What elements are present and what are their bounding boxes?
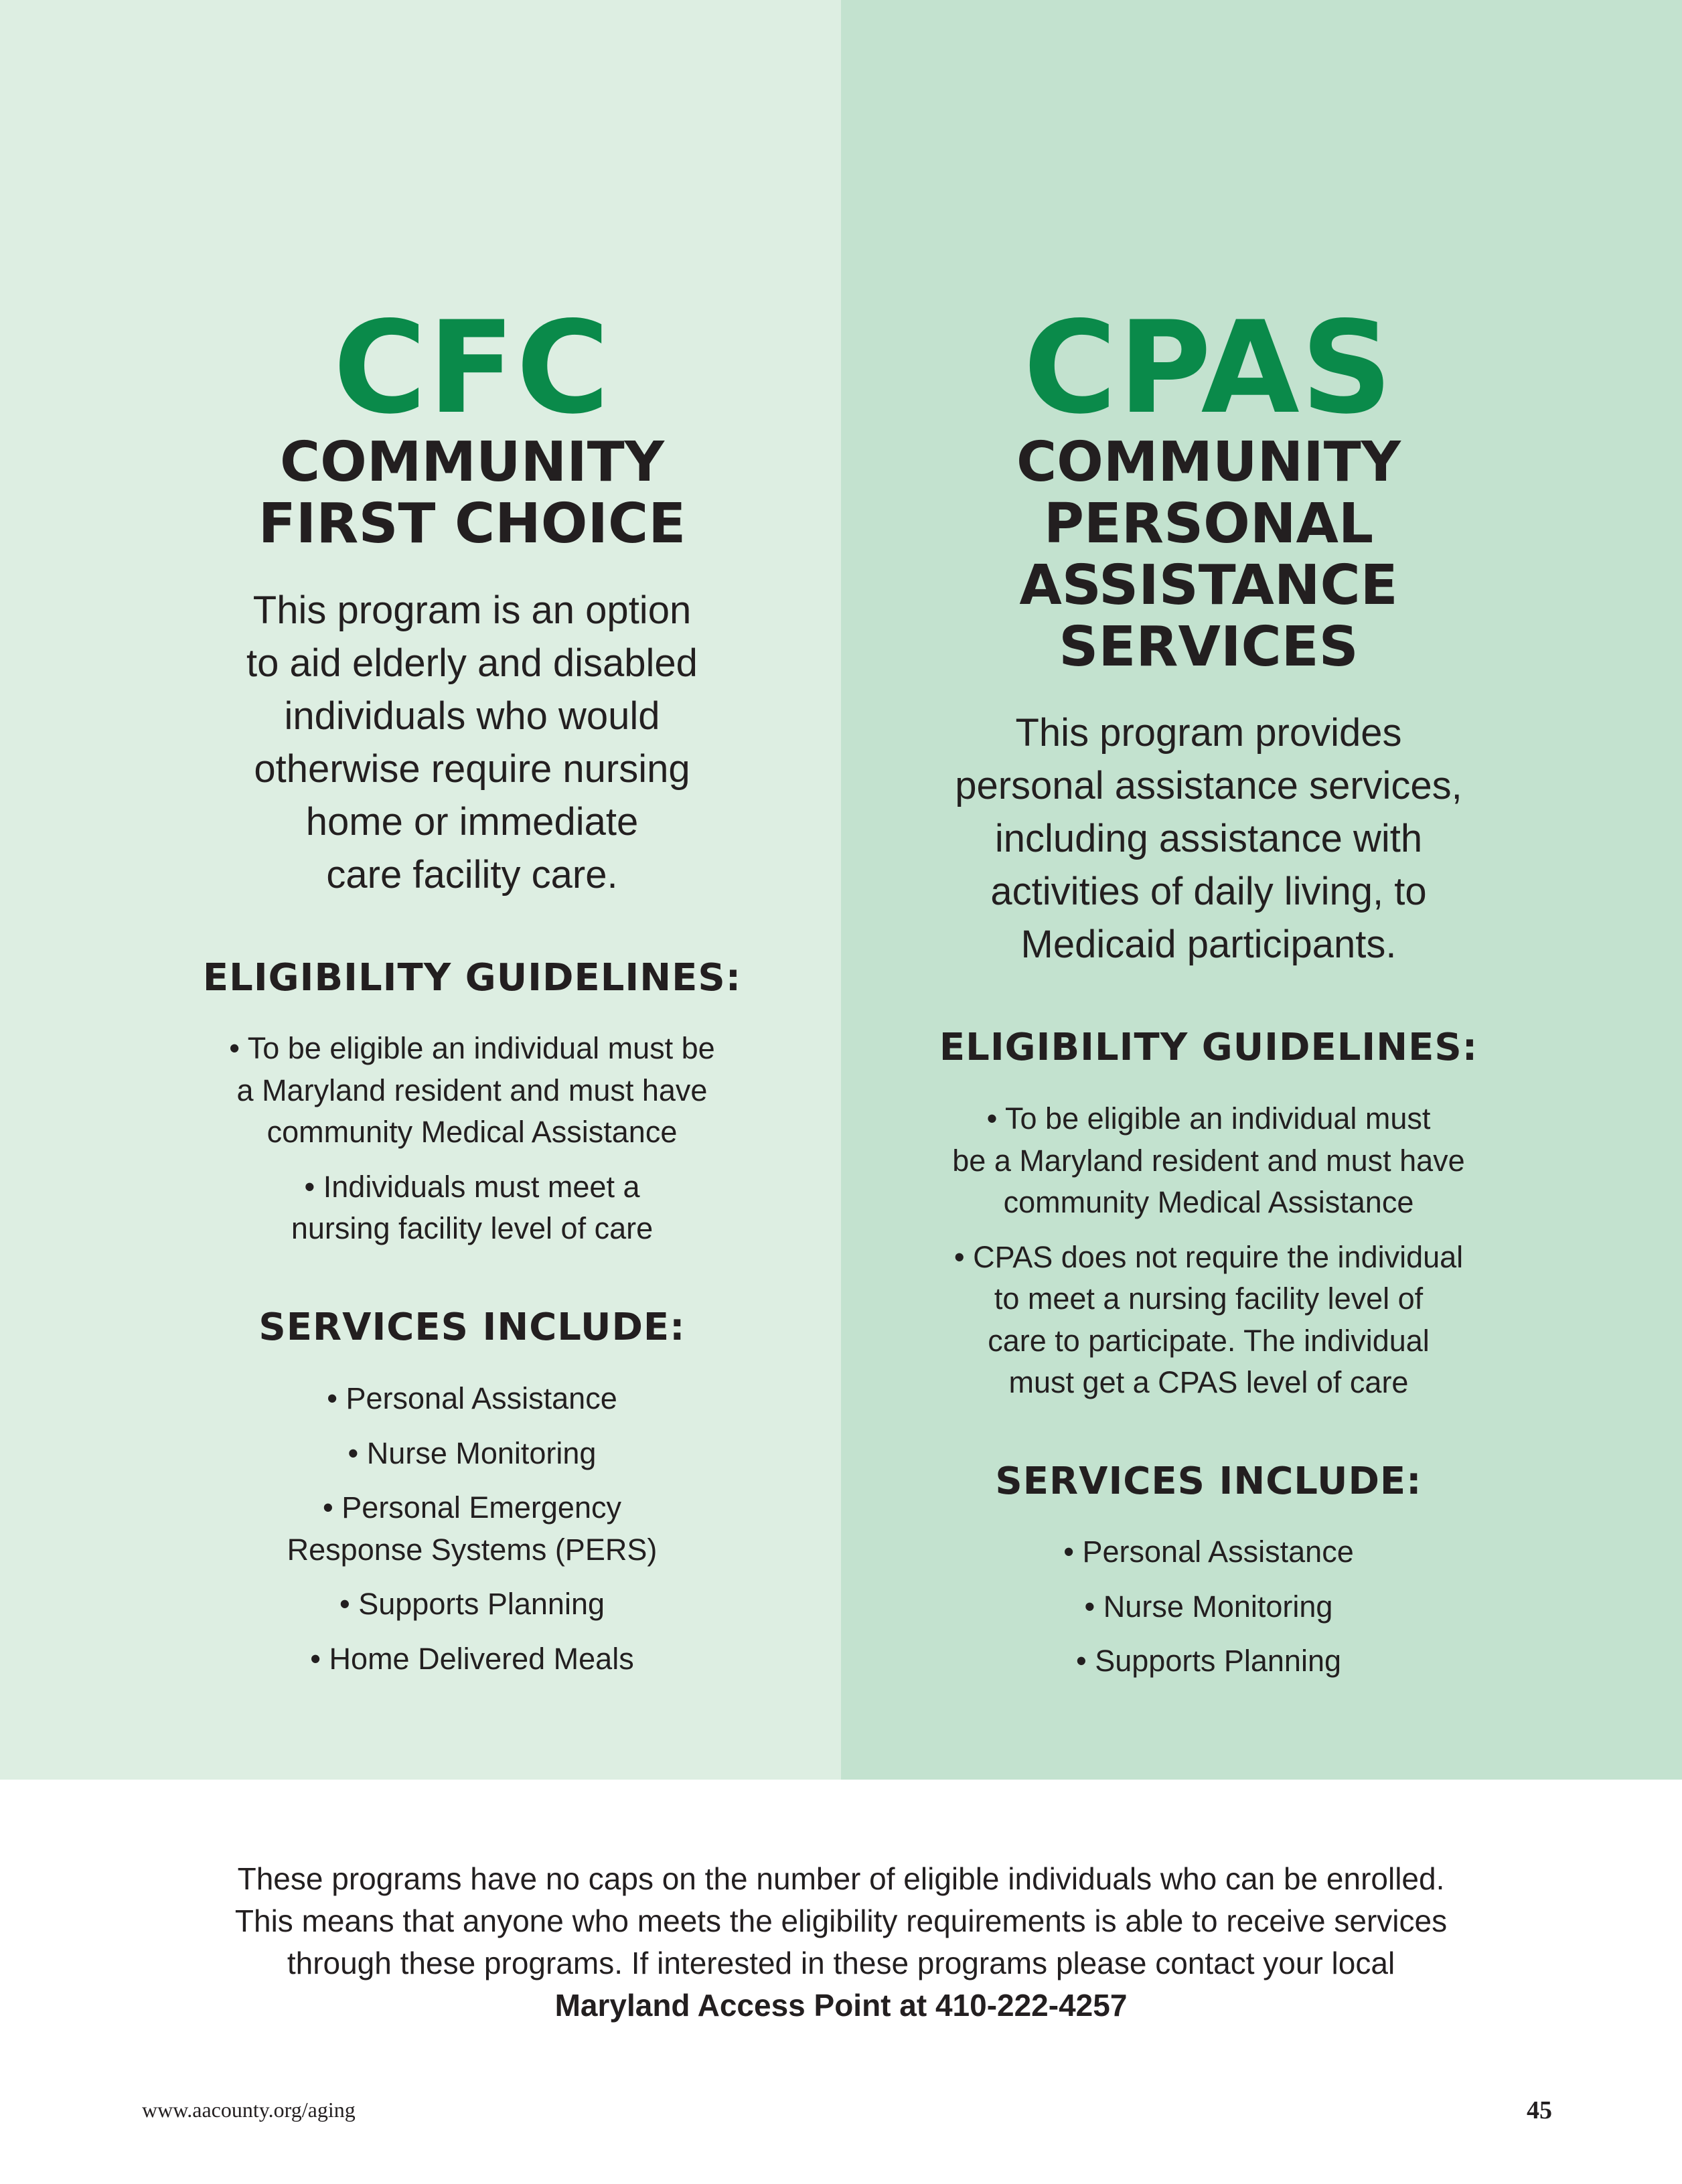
footer-note [154,1858,1528,2027]
cpas-eligibility-heading: ELIGIBILITY GUIDELINES: [939,1026,1478,1069]
cfc-description-line: This program is an option [252,589,692,632]
cpas-description-line: This program provides [1015,711,1402,755]
cpas-description [897,706,1520,971]
cfc-eligibility-heading: ELIGIBILITY GUIDELINES: [202,956,742,1000]
list-line: • To be eligible an individual must [986,1101,1431,1136]
cfc-service-item [174,1583,770,1626]
cpas-name-line: ASSISTANCE [1019,554,1398,617]
footer-line: through these programs. If interested in these programs please contact your local [287,1946,1395,1980]
cpas-description-line: Medicaid participants. [1020,923,1397,966]
cpas-name-line: SERVICES [1059,615,1359,679]
list-line: • Home Delivered Meals [310,1641,634,1676]
cfc-service-item [174,1638,770,1681]
cpas-eligibility-list [897,1098,1520,1417]
cfc-eligibility-item [174,1028,770,1154]
list-line: • CPAS does not require the individual [953,1239,1464,1274]
cpas-name-line: COMMUNITY [1016,431,1401,494]
list-line: a Maryland resident and must have [236,1073,708,1107]
cfc-eligibility-list [174,1028,770,1263]
cpas-service-item [897,1640,1520,1683]
cpas-name-line: PERSONAL [1043,492,1374,556]
cpas-services-list [897,1531,1520,1695]
cpas-description-line: personal assistance services, [955,764,1462,807]
cpas-service-item [897,1586,1520,1628]
cfc-eligibility-item [174,1166,770,1250]
list-line: nursing facility level of care [291,1211,654,1245]
cfc-service-item [174,1433,770,1475]
list-line: • To be eligible an individual must be [229,1031,715,1065]
list-line: • Personal Assistance [1063,1535,1354,1569]
website-url: www.aacounty.org/aging [142,2098,356,2122]
cpas-description-line: including assistance with [994,817,1423,860]
list-line: • Nurse Monitoring [1084,1589,1333,1624]
page-number: 45 [1527,2096,1552,2124]
list-line: care to participate. The individual [988,1323,1430,1358]
cpas-eligibility-item [897,1237,1520,1404]
cfc-description-line: home or immediate [305,800,639,844]
footer-line: These programs have no caps on the number of eligible individuals who can be enrolled. [237,1861,1445,1896]
cpas-full-name [897,432,1520,678]
footer-line: This means that anyone who meets the eligibility requirements is able to receive services [234,1903,1448,1938]
cpas-services-heading: SERVICES INCLUDE: [995,1460,1422,1503]
list-line: Response Systems (PERS) [287,1532,658,1567]
cfc-description-line: individuals who would [284,694,660,738]
list-line: • Nurse Monitoring [348,1435,597,1470]
cfc-acronym: CFC [333,294,611,442]
list-line: • Personal Emergency [323,1490,621,1525]
cfc-description [174,584,770,901]
cfc-description-line: otherwise require nursing [254,747,690,791]
list-line: • Supports Planning [339,1587,605,1621]
cfc-services-heading: SERVICES INCLUDE: [258,1306,686,1349]
list-line: be a Maryland resident and must have [952,1143,1465,1178]
list-line: • Personal Assistance [327,1381,617,1415]
cpas-eligibility-item [897,1098,1520,1224]
cfc-name-line: COMMUNITY [279,431,665,494]
list-line: • Supports Planning [1075,1644,1341,1678]
cpas-acronym: CPAS [1023,294,1394,442]
cfc-name-line: FIRST CHOICE [258,492,686,556]
cfc-services-list [174,1378,770,1693]
cpas-description-line: activities of daily living, to [990,870,1427,913]
contact-line: Maryland Access Point at 410-222-4257 [554,1988,1128,2023]
list-line: to meet a nursing facility level of [994,1281,1424,1316]
cfc-description-line: to aid elderly and disabled [246,641,698,685]
cfc-service-item [174,1378,770,1420]
list-line: must get a CPAS level of care [1008,1365,1409,1399]
list-line: community Medical Assistance [1003,1185,1414,1219]
cfc-description-line: care facility care. [326,853,618,896]
list-line: community Medical Assistance [266,1115,678,1149]
cfc-service-item [174,1487,770,1571]
cpas-service-item [897,1531,1520,1573]
list-line: • Individuals must meet a [304,1169,640,1204]
cfc-full-name [174,432,770,555]
